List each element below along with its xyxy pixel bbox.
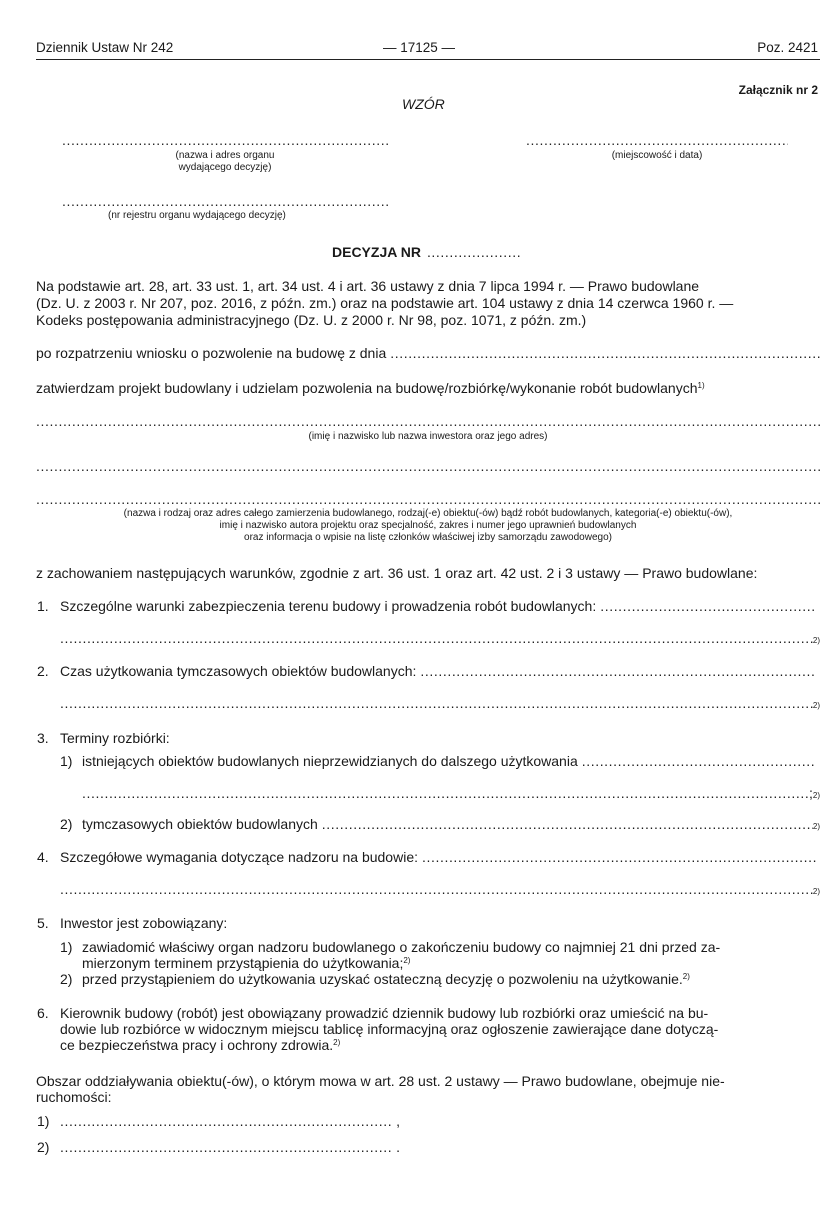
application-date-label: po rozpatrzeniu wniosku o pozwolenie na budowę z dnia xyxy=(36,345,387,361)
item-5-1-text-b-line xyxy=(82,955,410,971)
property-1-line xyxy=(60,1113,400,1129)
property-1-field[interactable] xyxy=(60,1113,392,1129)
annex-label: Załącznik nr 2 xyxy=(738,83,818,97)
item-5-2-text: przed przystąpieniem do użytkowania uzyskać ostateczną decyzję o pozwoleniu na użytkowanie. xyxy=(82,971,683,987)
item-5-number: 5. xyxy=(37,915,49,931)
property-1-separator: , xyxy=(396,1113,400,1129)
item-3-1-line-2: ..... ; 2) xyxy=(82,785,820,801)
investor-caption: (imię i nazwisko lub nazwa inwestora oraz jego adres) xyxy=(308,431,548,442)
journal-title: Dziennik Ustaw Nr 242 xyxy=(36,40,174,55)
item-4-field-2[interactable] xyxy=(60,881,813,897)
decision-number-field[interactable] xyxy=(427,244,522,260)
footnote-2-marker: 2) xyxy=(812,701,820,710)
item-2-field-2[interactable] xyxy=(60,695,813,711)
item-4-line xyxy=(60,849,816,865)
item-2-label: Czas użytkowania tymczasowych obiektów budowlanych: xyxy=(60,663,417,679)
place-date-field-line[interactable] xyxy=(526,132,788,148)
item-3-number: 3. xyxy=(37,730,49,746)
project-field-line-1[interactable] xyxy=(36,458,820,474)
approval-statement xyxy=(36,380,705,396)
legal-basis-line-3: Kodeks postępowania administracyjnego (Dz. U. z 2000 r. Nr 98, poz. 1071, z późn. zm.) xyxy=(36,312,587,328)
header-divider xyxy=(36,59,820,60)
item-3-2-field[interactable] xyxy=(322,816,813,832)
footnote-2-marker: 2) xyxy=(812,791,820,800)
decision-title xyxy=(332,244,522,260)
item-5-2-number: 2) xyxy=(60,971,73,987)
footnote-2-marker: 2) xyxy=(333,1038,341,1047)
footnote-2-marker: 2) xyxy=(682,972,690,981)
impact-line-2: ruchomości: xyxy=(36,1089,112,1105)
item-2-field[interactable] xyxy=(420,663,816,679)
item-3-2-line xyxy=(82,816,820,832)
item-3-2-label: tymczasowych obiektów budowlanych xyxy=(82,816,318,832)
item-4-line-2 xyxy=(60,881,820,897)
investor-field-line[interactable] xyxy=(36,413,820,429)
project-caption-2: imię i nazwisko autora projektu oraz specjalność, zakres i numer jego uprawnień budowlanych xyxy=(219,520,637,531)
item-6-number: 6. xyxy=(37,1005,49,1021)
item-3-1-label: istniejących obiektów budowlanych nieprzewidzianych do dalszego użytkowania xyxy=(82,753,578,769)
item-1-field-2[interactable] xyxy=(60,630,813,646)
item-6-text-c-line xyxy=(60,1037,340,1053)
item-1-line-2 xyxy=(60,630,820,646)
footnote-2-marker: 2) xyxy=(812,887,820,896)
register-field-line[interactable] xyxy=(62,193,388,209)
conditions-intro: z zachowaniem następujących warunków, zgodnie z art. 36 ust. 1 oraz art. 42 ust. 2 i 3 ustawy — Prawo budowlane: xyxy=(36,565,758,581)
item-5-1-number: 1) xyxy=(60,939,73,955)
item-3-1-field[interactable] xyxy=(582,753,816,769)
item-3-label: Terminy rozbiórki: xyxy=(60,730,170,746)
footnote-1-marker: 1) xyxy=(697,381,705,390)
item-5-1-text-b: mierzonym terminem przystąpienia do użytkowania; xyxy=(82,955,404,971)
item-1-line xyxy=(60,598,816,614)
footnote-2-marker: 2) xyxy=(812,822,820,831)
property-2-terminator: . xyxy=(396,1139,400,1155)
item-1-field[interactable] xyxy=(600,598,816,614)
page-number: — 17125 — xyxy=(383,40,456,55)
impact-line-1: Obszar oddziaływania obiektu(-ów), o którym mowa w art. 28 ust. 2 ustawy — Prawo budowlane, obejmuje nie- xyxy=(36,1073,725,1089)
application-date-field[interactable] xyxy=(390,345,820,361)
decision-title-text: DECYZJA NR xyxy=(332,244,421,260)
property-2-number: 2) xyxy=(37,1139,50,1155)
item-5-2-line xyxy=(82,971,690,987)
item-3-1-number: 1) xyxy=(60,753,73,769)
footnote-2-marker: 2) xyxy=(403,956,411,965)
approval-text: zatwierdzam projekt budowlany i udzielam pozwolenia na budowę/rozbiórkę/wykonanie robót budowlanych xyxy=(36,380,698,396)
item-1-label: Szczególne warunki zabezpieczenia terenu budowy i prowadzenia robót budowlanych: xyxy=(60,598,597,614)
item-3-1-field-2[interactable] xyxy=(82,785,809,801)
organ-field-line[interactable] xyxy=(62,132,388,148)
organ-caption-1: (nazwa i adres organu xyxy=(175,150,275,161)
place-date-caption: (miejscowość i data) xyxy=(611,150,703,161)
item-6-text-c: ce bezpieczeństwa pracy i ochrony zdrowia. xyxy=(60,1037,334,1053)
project-caption-3: oraz informacja o wpisie na listę członków właściwej izby samorządu zawodowego) xyxy=(244,532,612,543)
application-date-line xyxy=(36,345,820,361)
position-number: Poz. 2421 xyxy=(757,40,818,55)
item-2-line-2 xyxy=(60,695,820,711)
item-4-label: Szczegółowe wymagania dotyczące nadzoru na budowie: xyxy=(60,849,418,865)
project-caption-1: (nazwa i rodzaj oraz adres całego zamierzenia budowlanego, rodzaj(-e) obiektu(-ów) bądź robót budowlanych, kategoria(-e) obiektu(-ów), xyxy=(123,508,733,519)
item-1-number: 1. xyxy=(37,598,49,614)
item-6-text-b: dowie lub rozbiórce w widocznym miejscu tablicę informacyjną oraz ogłoszenie zawierające dane dotyczą- xyxy=(60,1021,719,1037)
project-field-line-2[interactable] xyxy=(36,491,820,507)
legal-basis-line-2: (Dz. U. z 2003 r. Nr 207, poz. 2016, z późn. zm.) oraz na podstawie art. 104 ustawy z dnia 14 czerwca 1960 r. — xyxy=(36,295,734,311)
register-caption: (nr rejestru organu wydającego decyzję) xyxy=(108,210,286,221)
item-6-text-a: Kierownik budowy (robót) jest obowiązany prowadzić dziennik budowy lub rozbiórki oraz umieścić na bu- xyxy=(60,1005,709,1021)
footnote-2-marker: 2) xyxy=(812,636,820,645)
template-label: WZÓR xyxy=(402,96,445,112)
property-1-number: 1) xyxy=(37,1113,50,1129)
property-2-field[interactable] xyxy=(60,1139,392,1155)
item-5-label: Inwestor jest zobowiązany: xyxy=(60,915,228,931)
item-5-1-text-a: zawiadomić właściwy organ nadzoru budowlanego o zakończeniu budowy co najmniej 21 dni przed za- xyxy=(82,939,721,955)
item-2-number: 2. xyxy=(37,663,49,679)
property-2-line xyxy=(60,1139,400,1155)
item-3-2-number: 2) xyxy=(60,816,73,832)
organ-caption-2: wydającego decyzję) xyxy=(178,162,272,173)
item-4-number: 4. xyxy=(37,849,49,865)
item-3-1-line xyxy=(82,753,816,769)
legal-basis-line-1: Na podstawie art. 28, art. 33 ust. 1, art. 34 ust. 4 i art. 36 ustawy z dnia 7 lipca 1994 r. — Prawo budowlane xyxy=(36,278,700,294)
item-2-line xyxy=(60,663,816,679)
item-4-field[interactable] xyxy=(422,849,816,865)
